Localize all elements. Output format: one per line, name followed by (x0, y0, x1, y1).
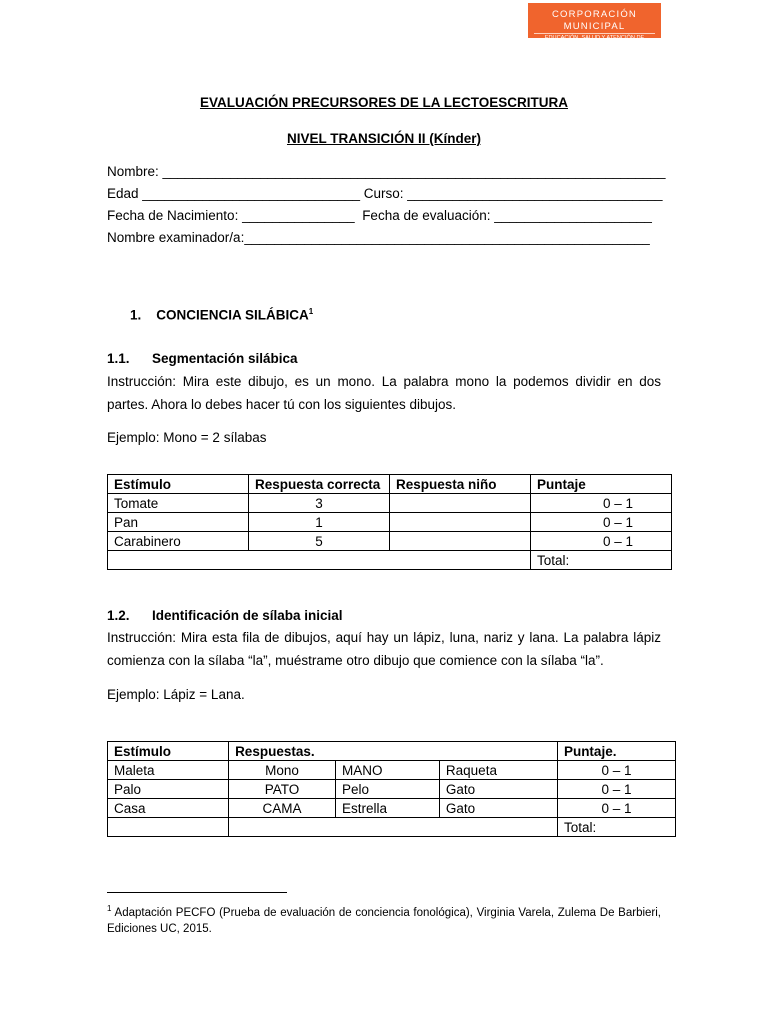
cell-stim: Palo (108, 780, 229, 799)
section1-heading (130, 307, 313, 323)
footnote (107, 901, 661, 937)
cell-total: Total: (531, 551, 672, 570)
cell-stim: Casa (108, 799, 229, 818)
col-estimulo: Estímulo (108, 475, 249, 494)
s11-example: Ejemplo: Mono = 2 sílabas (107, 430, 267, 445)
cell-score: 0 – 1 (557, 780, 675, 799)
logo-line1: CORPORACIÓN MUNICIPAL (552, 9, 637, 32)
section1-number: 1. (130, 307, 142, 323)
cell-score: 0 – 1 (557, 799, 675, 818)
cell-empty (108, 551, 531, 570)
logo-line2: EDUCACIÓN, SALUD Y ATENCIÓN DE MENORES (534, 33, 655, 50)
table-row (108, 780, 676, 799)
table-total-row (108, 818, 676, 837)
document-subtitle: NIVEL TRANSICIÓN II (Kínder) (286, 131, 481, 146)
s11-instruction: Instrucción: Mira este dibujo, es un mono. La palabra mono la podemos dividir en dos partes. Ahora lo debes hacer tú con los siguientes dibujos. (107, 374, 661, 412)
cell-option-c: Gato (439, 799, 557, 818)
section1-title: CONCIENCIA SILÁBICA (156, 307, 309, 323)
footnote-mark: 1 (107, 904, 112, 913)
s12-table (107, 741, 676, 837)
footnote-ref: 1 (308, 307, 314, 316)
s11-number: 1.1. (107, 351, 130, 366)
cell-option-a: PATO (229, 780, 336, 799)
cell-option-b: MANO (336, 761, 440, 780)
table-total-row (108, 551, 672, 570)
table-row (108, 761, 676, 780)
col-puntaje: Puntaje. (557, 742, 675, 761)
cell-child-answer[interactable] (390, 513, 531, 532)
s11-title: Segmentación silábica (152, 351, 298, 366)
cell-score: 0 – 1 (531, 494, 672, 513)
cell-score: 0 – 1 (531, 513, 672, 532)
footnote-separator (107, 892, 287, 893)
cell-option-b: Estrella (336, 799, 440, 818)
cell-stim: Pan (108, 513, 249, 532)
col-puntaje: Puntaje (531, 475, 672, 494)
s12-heading (107, 608, 343, 623)
field-edad-curso: Edad _____________________________ Curso: __________________________________ (107, 186, 663, 201)
cell-option-a: CAMA (229, 799, 336, 818)
cell-option-c: Gato (439, 780, 557, 799)
col-respuesta-nino: Respuesta niño (390, 475, 531, 494)
s12-number: 1.2. (107, 608, 130, 623)
s12-title: Identificación de sílaba inicial (152, 608, 343, 623)
cell-correct: 1 (249, 513, 390, 532)
cell-empty (229, 818, 558, 837)
table-row (108, 799, 676, 818)
cell-option-c: Raqueta (439, 761, 557, 780)
s12-instruction: Instrucción: Mira esta fila de dibujos, aquí hay un lápiz, luna, nariz y lana. La palabra lápiz comienza con la sílaba “la”, muéstrame otro dibujo que comience con la sílaba “la”. (107, 630, 661, 668)
field-nombre: Nombre: ___________________________________________________________________ (107, 164, 666, 179)
cell-total: Total: (557, 818, 675, 837)
cell-correct: 3 (249, 494, 390, 513)
cell-correct: 5 (249, 532, 390, 551)
table-row (108, 513, 672, 532)
col-respuestas: Respuestas. (229, 742, 558, 761)
cell-stim: Tomate (108, 494, 249, 513)
cell-stim: Maleta (108, 761, 229, 780)
col-respuesta-correcta: Respuesta correcta (249, 475, 390, 494)
col-estimulo: Estímulo (108, 742, 229, 761)
table-row (108, 494, 672, 513)
table-header-row (108, 475, 672, 494)
s11-table (107, 474, 672, 570)
s12-example: Ejemplo: Lápiz = Lana. (107, 687, 245, 702)
cell-empty (108, 818, 229, 837)
footnote-text: Adaptación PECFO (Prueba de evaluación de conciencia fonológica), Virginia Varela, Zulema De Barbieri, Ediciones UC, 2015. (107, 906, 661, 935)
cell-score: 0 – 1 (557, 761, 675, 780)
cell-stim: Carabinero (108, 532, 249, 551)
cell-score: 0 – 1 (531, 532, 672, 551)
corporacion-logo (528, 3, 661, 49)
field-examinador: Nombre examinador/a:______________________________________________________ (107, 230, 650, 245)
table-row (108, 532, 672, 551)
s11-heading (107, 351, 298, 366)
cell-child-answer[interactable] (390, 532, 531, 551)
cell-option-b: Pelo (336, 780, 440, 799)
cell-option-a: Mono (229, 761, 336, 780)
document-title: EVALUACIÓN PRECURSORES DE LA LECTOESCRITURA (199, 95, 569, 110)
cell-child-answer[interactable] (390, 494, 531, 513)
field-fechas: Fecha de Nacimiento: _______________ Fecha de evaluación: _____________________ (107, 208, 652, 223)
table-header-row (108, 742, 676, 761)
